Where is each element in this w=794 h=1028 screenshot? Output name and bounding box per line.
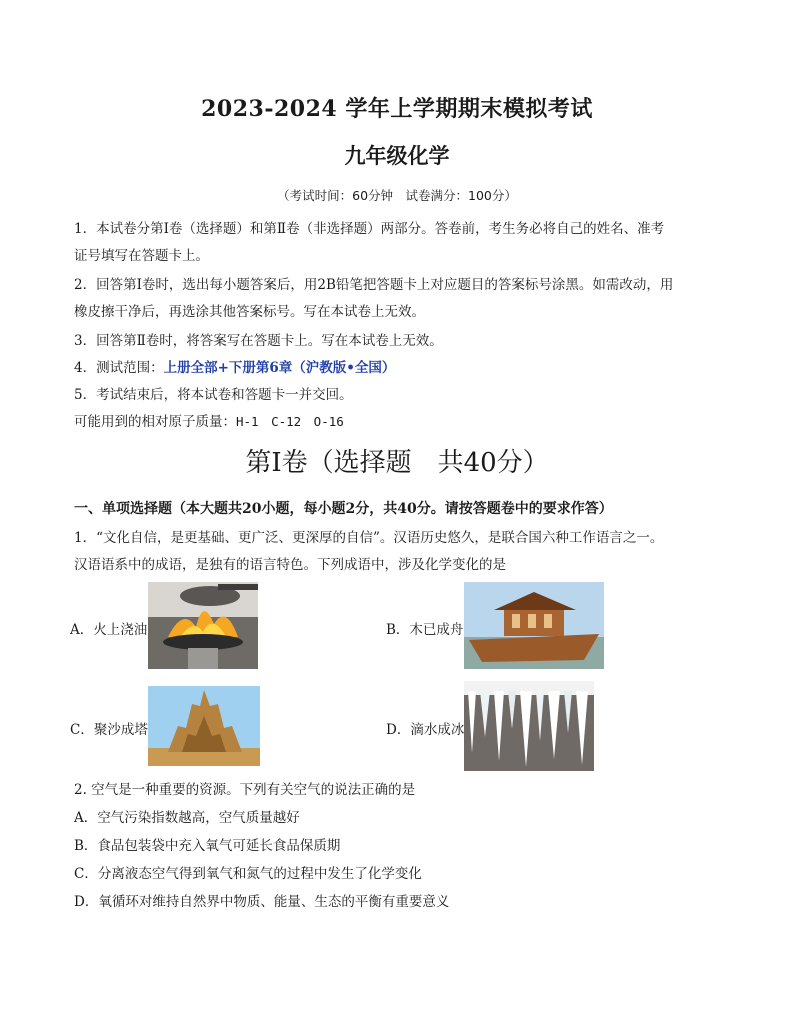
instruction-3: 3．回答第Ⅱ卷时，将答案写在答题卡上。写在本试卷上无效。 xyxy=(74,333,443,349)
q1-stem-line-1: 1．“文化自信，是更基础、更广泛、更深厚的自信”。汉语历史悠久，是联合国六种工作语言之一。 xyxy=(74,530,664,546)
icicles-image xyxy=(464,681,594,771)
atomic-mass-label: 可能用到的相对原子质量： xyxy=(74,414,236,430)
instruction-1-line-2: 证号填写在答题卡上。 xyxy=(74,248,209,264)
instruction-2-line-1: 2．回答第Ⅰ卷时，选出每小题答案后，用2B铅笔把答题卡上对应题目的答案标号涂黑。如需改动，用 xyxy=(74,277,674,293)
exam-meta: （考试时间：60分钟 试卷满分：100分） xyxy=(277,188,517,203)
q1-option-a: A．火上浇油 xyxy=(70,622,148,638)
q2-option-c: C．分离液态空气得到氧气和氮气的过程中发生了化学变化 xyxy=(74,866,422,882)
q2-option-d: D．氧循环对维持自然界中物质、能量、生态的平衡有重要意义 xyxy=(74,894,450,910)
instruction-1-line-1: 1．本试卷分第Ⅰ卷（选择题）和第Ⅱ卷（非选择题）两部分。答卷前，考生务必将自己的姓名、准考 xyxy=(74,221,665,237)
atomic-mass-values: H-1 C-12 O-16 xyxy=(236,414,344,429)
q2-option-a: A．空气污染指数越高，空气质量越好 xyxy=(74,810,300,826)
q1-option-c: C．聚沙成塔 xyxy=(70,722,148,738)
q1-stem-line-2: 汉语语系中的成语，是独有的语言特色。下列成语中，涉及化学变化的是 xyxy=(74,557,506,573)
instruction-2-line-2: 橡皮擦干净后，再选涂其他答案标号。写在本试卷上无效。 xyxy=(74,304,425,320)
exam-subject: 九年级化学 xyxy=(344,143,450,168)
q2-option-b: B．食品包装袋中充入氧气可延长食品保质期 xyxy=(74,838,341,854)
fire-in-wok-image xyxy=(148,582,258,669)
instruction-5: 5．考试结束后，将本试卷和答题卡一并交回。 xyxy=(74,387,353,403)
sand-tower-image xyxy=(148,686,260,766)
q2-stem: 2. 空气是一种重要的资源。下列有关空气的说法正确的是 xyxy=(74,782,416,798)
q1-option-b: B．木已成舟 xyxy=(386,622,464,638)
wooden-boat-image xyxy=(464,582,604,669)
instruction-4-scope: 上册全部+下册第6章（沪教版•全国） xyxy=(163,360,396,376)
q1-option-d: D．滴水成冰 xyxy=(386,722,465,738)
fire-in-wok-icon xyxy=(148,582,258,669)
section-heading: 一、单项选择题（本大题共20小题，每小题2分，共40分。请按答题卷中的要求作答） xyxy=(74,501,613,517)
exam-title: 2023-2024 学年上学期期末模拟考试 xyxy=(201,96,593,122)
sand-tower-icon xyxy=(148,686,260,766)
section-title: 第Ⅰ卷（选择题 共40分） xyxy=(245,448,549,478)
instruction-4-prefix: 4．测试范围： xyxy=(74,360,164,376)
icicles-icon xyxy=(464,681,594,771)
atomic-mass-line xyxy=(74,412,724,432)
wooden-boat-icon xyxy=(464,582,604,669)
instruction-4 xyxy=(74,358,724,378)
